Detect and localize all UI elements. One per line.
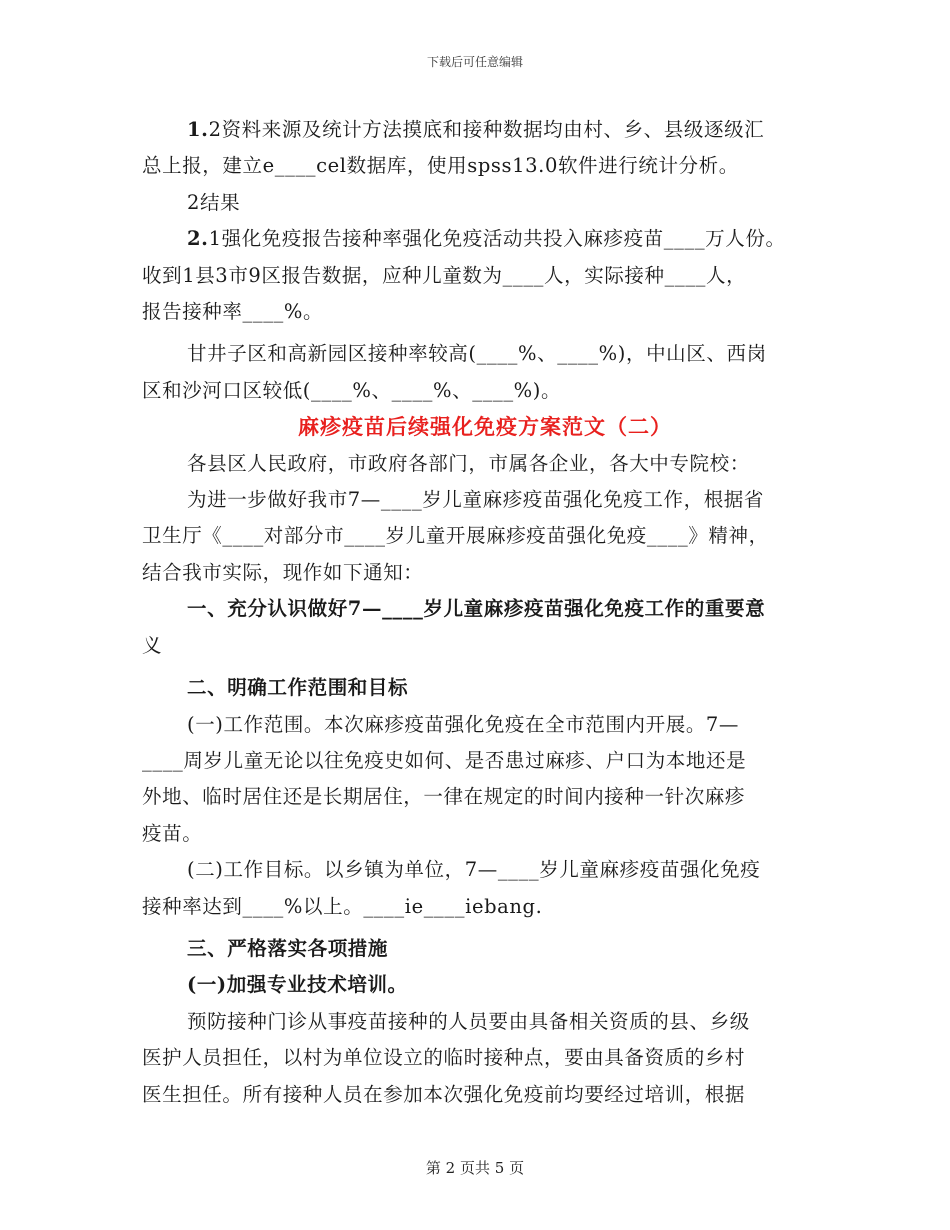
paragraph-intro-cont: 结合我市实际，现作如下通知： [142, 560, 424, 584]
page-footer: 第 2 页共 5 页 [425, 1159, 525, 1177]
paragraph-scope-cont: ____周岁儿童无论以往免疫史如何、是否患过麻疹、户口为本地还是 [142, 748, 747, 772]
page-header: 下载后可任意编辑 [426, 55, 523, 69]
paragraph-training: 预防接种门诊从事疫苗接种的人员要由具备相关资质的县、乡级 [187, 1009, 750, 1033]
paragraph-district-rates-cont: 区和沙河口区较低(____%、____%、____%)。 [142, 378, 562, 402]
paragraph-scope: (一)工作范围。本次麻疹疫苗强化免疫在全市范围内开展。7— [187, 712, 740, 736]
paragraph-training-cont: 医护人员担任，以村为单位设立的临时接种点，要由具备资质的乡村 [142, 1046, 746, 1070]
paragraph-data-source: 1.2资料来源及统计方法摸底和接种数据均由村、乡、县级逐级汇 [187, 118, 765, 141]
document-title: 麻疹疫苗后续强化免疫方案范文（二） [298, 414, 672, 440]
paragraph-data-source-cont: 总上报，建立e____cel数据库，使用spss13.0软件进行统计分析。 [142, 154, 739, 178]
addressee: 各县区人民政府，市政府各部门，市属各企业，各大中专院校： [187, 451, 750, 475]
paragraph-training-cont: 医生担任。所有接种人员在参加本次强化免疫前均要经过培训，根据 [142, 1082, 746, 1106]
paragraph-intro: 为进一步做好我市7—____岁儿童麻疹疫苗强化免疫工作，根据省 [187, 488, 765, 512]
heading-section-2: 二、明确工作范围和目标 [187, 676, 409, 700]
heading-section-1: 一、充分认识做好7—____岁儿童麻疹疫苗强化免疫工作的重要意 [187, 597, 766, 621]
paragraph-goal: (二)工作目标。以乡镇为单位，7—____岁儿童麻疹疫苗强化免疫 [187, 858, 761, 882]
section-number: 1. [187, 118, 209, 141]
paragraph-coverage: 2.1强化免疫报告接种率强化免疫活动共投入麻疹疫苗____万人份。 [187, 227, 786, 251]
heading-section-3: 三、严格落实各项措施 [187, 936, 389, 960]
heading-results: 2结果 [187, 190, 241, 214]
paragraph-goal-cont: 接种率达到____%以上。____ie____iebang. [142, 894, 543, 918]
paragraph-scope-cont: 外地、临时居住还是长期居住，一律在规定的时间内接种一针次麻疹 [142, 785, 746, 809]
paragraph-district-rates: 甘井子区和高新园区接种率较高(____%、____%)，中山区、西岗 [187, 342, 767, 366]
paragraph-coverage-cont: 收到1县3市9区报告数据，应种儿童数为____人，实际接种____人， [142, 263, 747, 287]
paragraph-coverage-cont: 报告接种率____%。 [142, 300, 324, 324]
heading-section-1-cont: 义 [142, 633, 163, 657]
document-body [142, 112, 828, 1113]
paragraph-scope-cont: 疫苗。 [142, 821, 203, 845]
section-number: 2. [187, 227, 209, 251]
paragraph-intro-cont: 卫生厅《____对部分市____岁儿童开展麻疹疫苗强化免疫____》精神， [142, 524, 769, 548]
heading-subsection-1: (一)加强专业技术培训。 [187, 973, 408, 997]
